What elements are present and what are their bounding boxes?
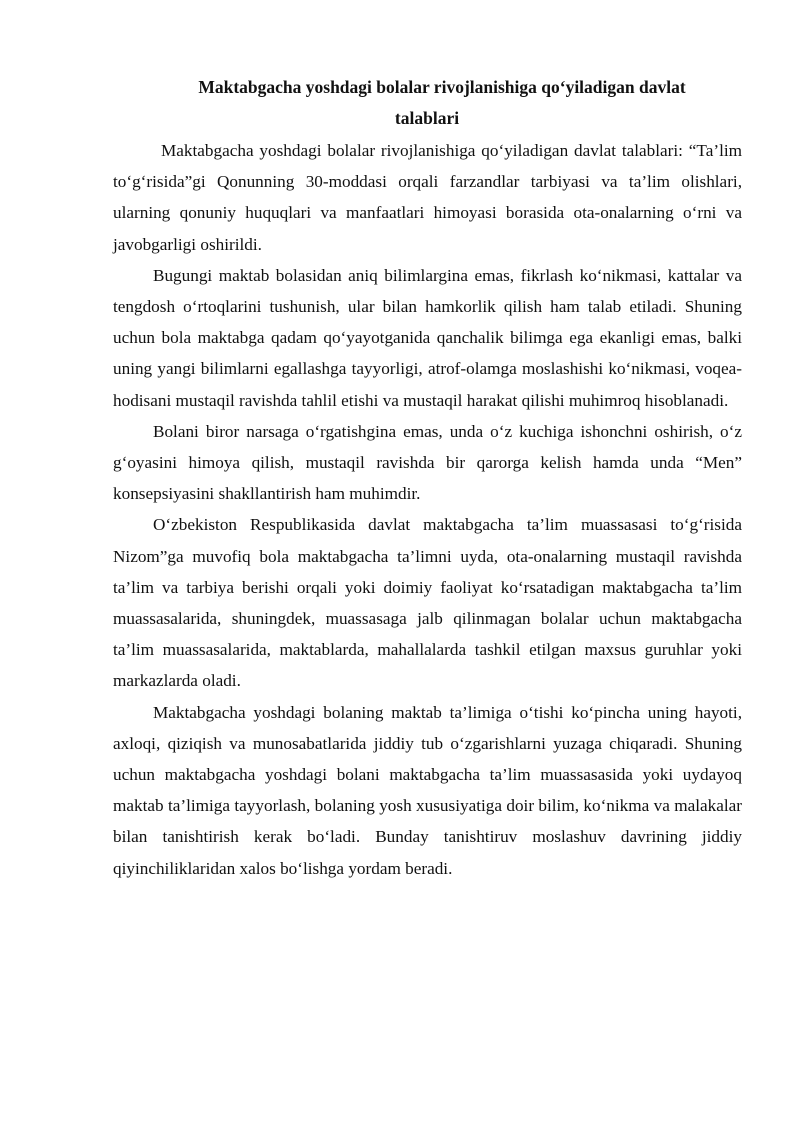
paragraph: Maktabgacha yoshdagi bolaning maktab ta’limiga o‘tishi ko‘pincha uning hayoti, axloqi, qiziqish va munosabatlarida jiddiy tub o‘zgarishlarni yuzaga chiqaradi. Shuning uchun maktabgacha yoshdagi bolani maktabgacha ta’lim muassasasida yoki uydayoq maktab ta’limiga tayyorlash, bolaning yosh xususiyatiga doir bilim, ko‘nikma va malakalar bilan tanishtirish kerak bo‘ladi. Bunday tanishtiruv moslashuv davrining jiddiy qiyinchiliklaridan xalos bo‘lishga yordam beradi. xyxy=(113,702,742,878)
paragraph: Bugungi maktab bolasidan aniq bilimlargina emas, fikrlash ko‘nikmasi, kattalar va tengdosh o‘rtoqlarini tushunish, ular bilan hamkorlik qilish ham talab etiladi. Shuning uchun bola maktabga qadam qo‘yayotganida qanchalik bilimga ega ekanligi emas, balki uning yangi bilimlarni egallashga tayyorligi, atrof-olamga moslashishi ko‘nikmasi, voqea-hodisani mustaqil ravishda tahlil etishi va mustaqil harakat qilishi muhimroq hisoblanadi. xyxy=(113,265,742,410)
document-body xyxy=(113,135,742,884)
title-line-2: talablari xyxy=(394,108,460,128)
paragraph: Maktabgacha yoshdagi bolalar rivojlanishiga qo‘yiladigan davlat talablari: “Ta’lim to‘g‘risida”gi Qonunning 30-moddasi orqali farzandlar tarbiyasi va ta’lim olishlari, ularning qonuniy huquqlari va manfaatlari himoyasi borasida ota-onalarning o‘rni va javobgarligi oshirildi. xyxy=(113,141,742,254)
document-title xyxy=(112,72,742,134)
paragraph: O‘zbekiston Respublikasida davlat maktabgacha ta’lim muassasasi to‘g‘risida Nizom”ga muvofiq bola maktabgacha ta’limni uyda, ota-onalarning mustaqil ravishda ta’lim va tarbiya berishi orqali yoki doimiy faoliyat ko‘rsatadigan maktabgacha ta’lim muassasalarida, shuningdek, muassasaga jalb qilinmagan bolalar uchun maktabgacha ta’lim muassasalarida, maktablarda, mahallalarda tashkil etilgan maxsus guruhlar yoki markazlarda oladi. xyxy=(113,515,742,691)
title-line-1: Maktabgacha yoshdagi bolalar rivojlanishiga qo‘yiladigan davlat xyxy=(198,77,686,97)
paragraph: Bolani biror narsaga o‘rgatishgina emas, unda o‘z kuchiga ishonchni oshirish, o‘z g‘oyasini himoya qilish, mustaqil ravishda bir qarorga kelish hamda unda “Men” konsepsiyasini shakllantirish ham muhimdir. xyxy=(113,421,742,504)
